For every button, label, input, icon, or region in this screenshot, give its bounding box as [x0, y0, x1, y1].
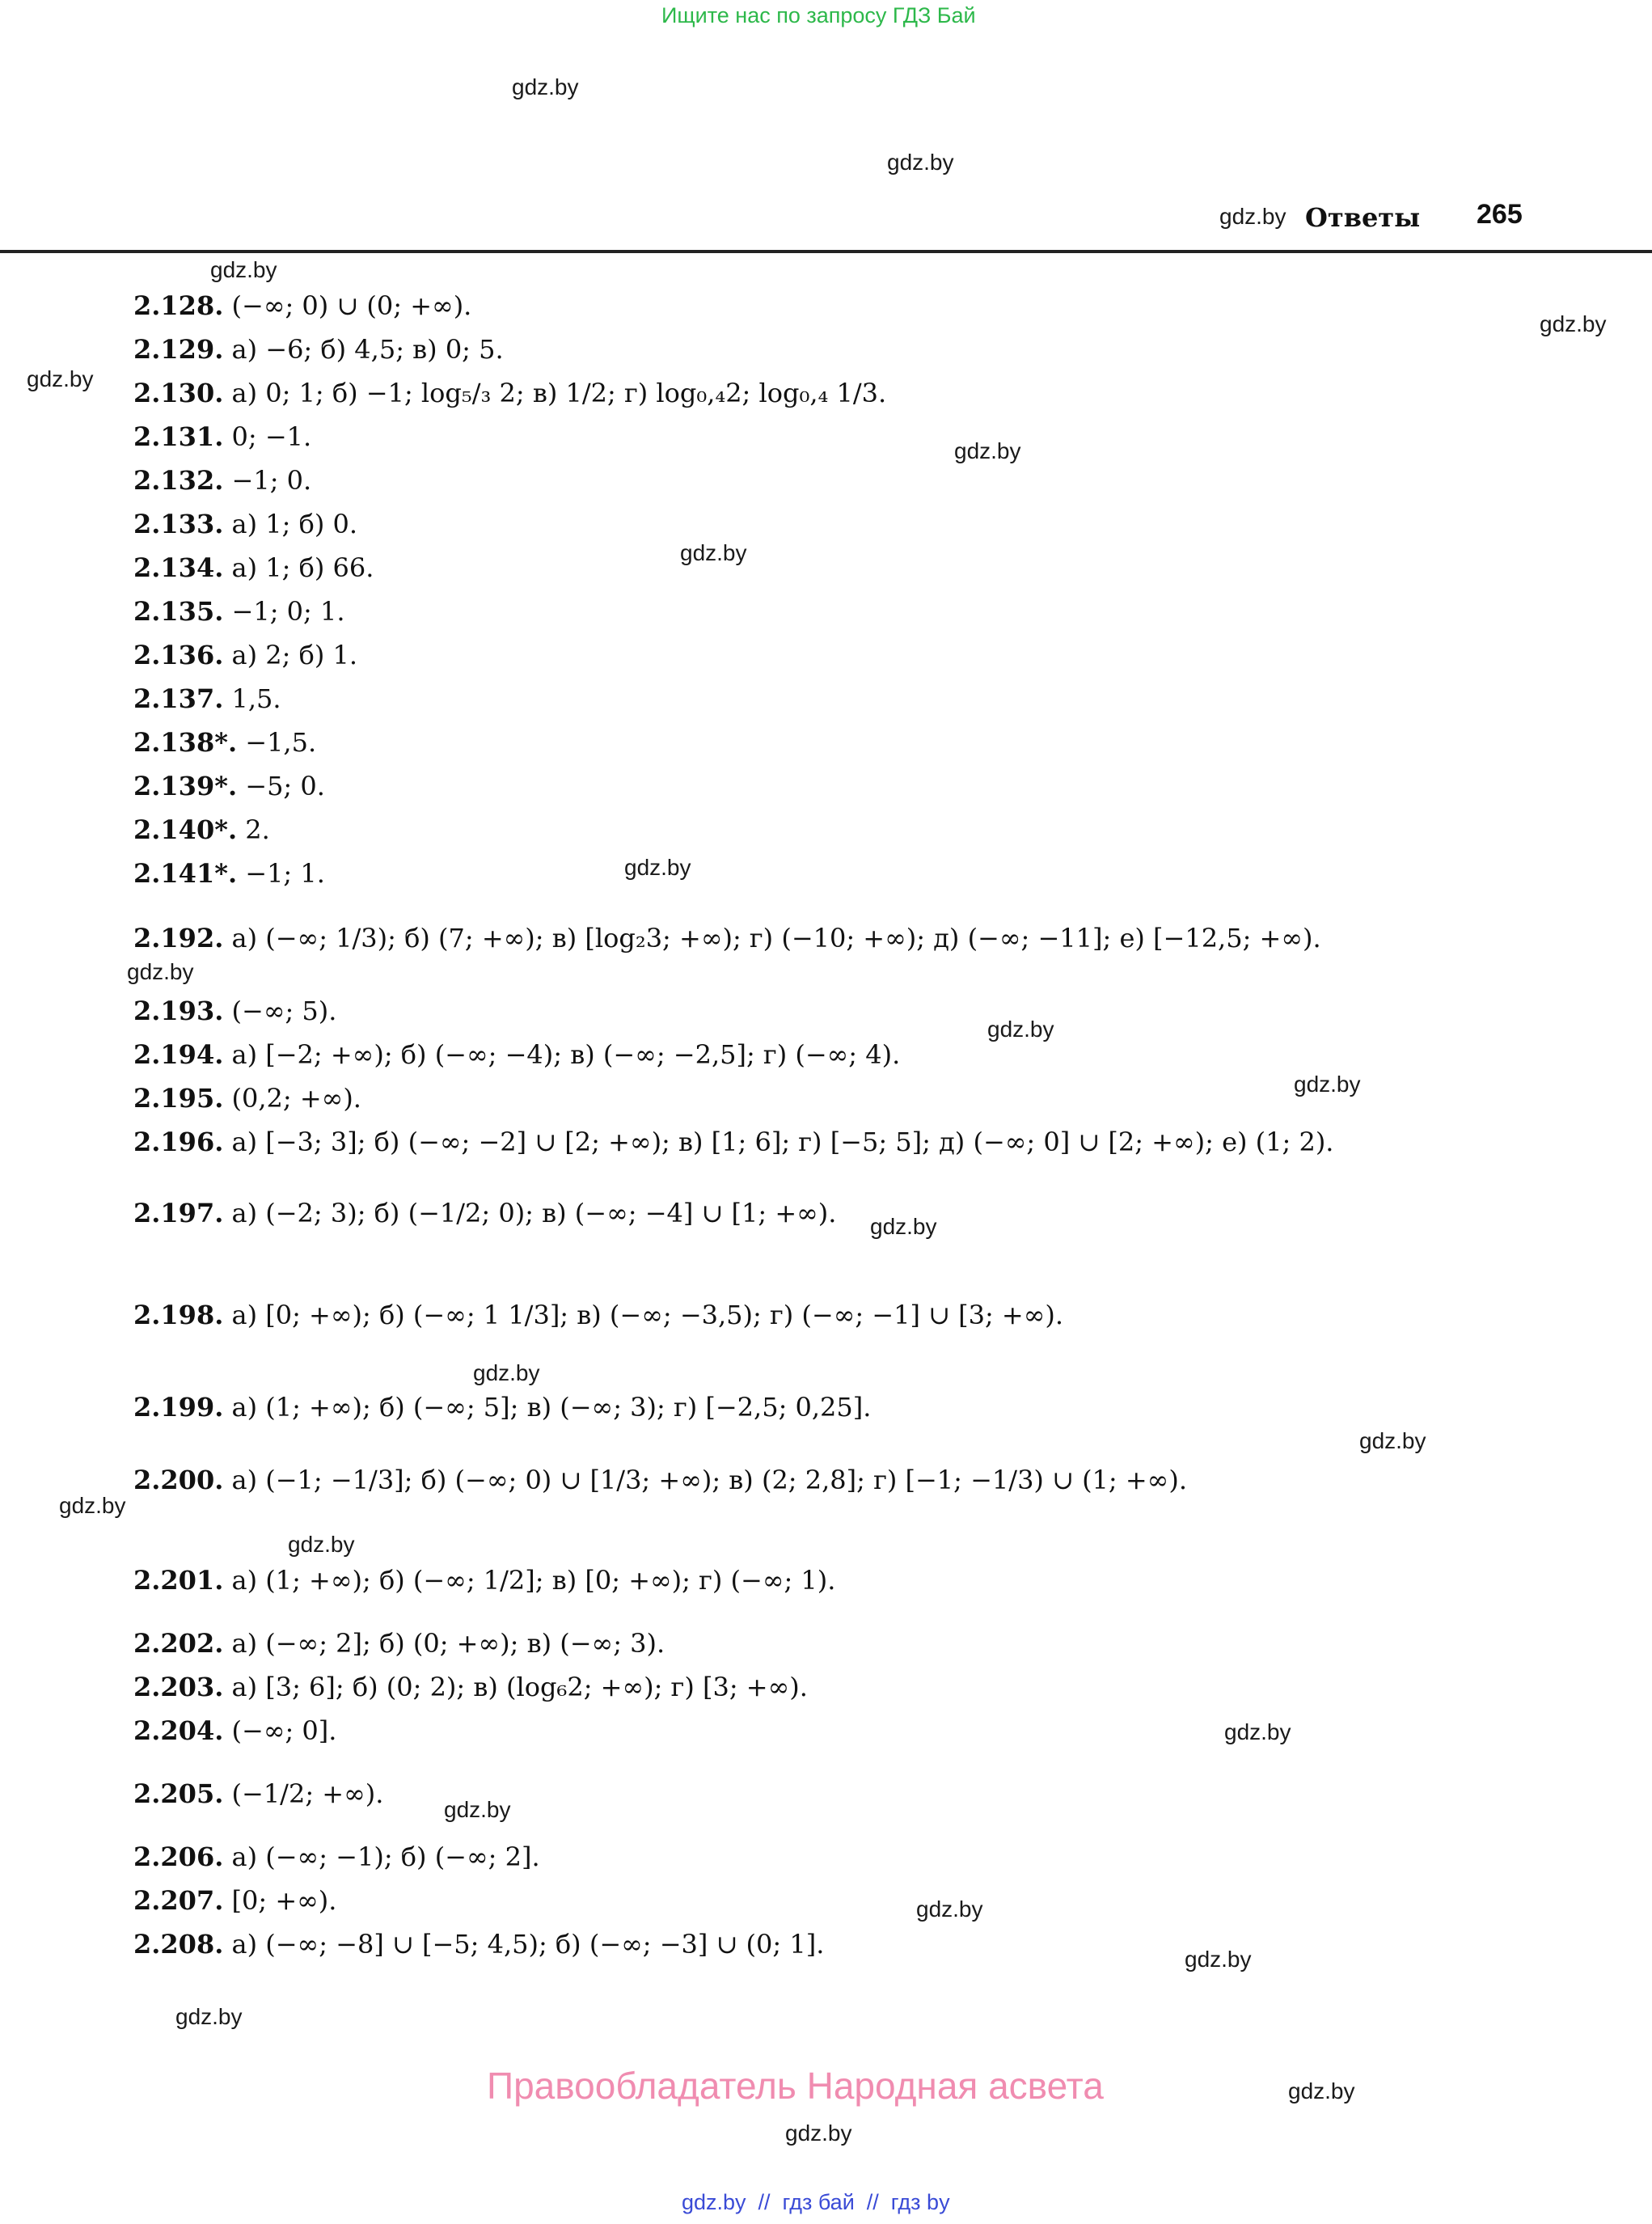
answer-line [133, 1778, 383, 1810]
answer-line [133, 290, 471, 322]
answer-text: а) (1; +∞); б) (−∞; 1/2]; в) [0; +∞); г) (−∞; 1). [231, 1565, 836, 1596]
answer-number: 2.192. [133, 923, 224, 953]
answer-line [133, 1884, 336, 1917]
answer-text: −1; 0. [231, 465, 312, 496]
answer-line [133, 508, 357, 540]
answer-line [133, 595, 344, 628]
answer-text: [0; +∞). [231, 1885, 337, 1916]
answer-line [133, 1671, 808, 1703]
answer-number: 2.203. [133, 1672, 224, 1702]
footer-links[interactable]: gdz.by // гдз бай // гдз by [682, 2190, 950, 2214]
answer-text: а) 2; б) 1. [231, 640, 358, 670]
answer-number: 2.141*. [133, 858, 238, 889]
answer-line [133, 1715, 336, 1747]
answer-line [133, 333, 504, 366]
answer-number: 2.136. [133, 640, 224, 670]
answer-text: а) 1; б) 66. [231, 552, 374, 583]
answer-text: −1; 0; 1. [231, 596, 345, 627]
answer-number: 2.133. [133, 509, 224, 539]
answer-number: 2.208. [133, 1929, 224, 1960]
page-number: 265 [1477, 199, 1523, 230]
answer-line [133, 922, 1321, 954]
watermark: gdz.by [1288, 2078, 1355, 2103]
watermark: gdz.by [1540, 311, 1607, 336]
watermark: gdz.by [175, 2004, 243, 2029]
answer-line [133, 1464, 1187, 1496]
answer-number: 2.193. [133, 996, 224, 1026]
answer-text: а) 0; 1; б) −1; log₅/₃ 2; в) 1/2; г) log₀,₄2; log₀,₄ 1/3. [231, 378, 887, 408]
answer-text: а) [0; +∞); б) (−∞; 1 1/3]; в) (−∞; −3,5); г) (−∞; −1] ∪ [3; +∞). [231, 1300, 1064, 1330]
answer-line [133, 377, 886, 409]
answer-number: 2.128. [133, 290, 224, 321]
answer-number: 2.204. [133, 1715, 224, 1746]
watermark: gdz.by [27, 366, 94, 391]
answer-text: а) (−1; −1/3]; б) (−∞; 0) ∪ [1/3; +∞); в) (2; 2,8]; г) [−1; −1/3) ∪ (1; +∞). [231, 1465, 1187, 1495]
answer-number: 2.135. [133, 596, 224, 627]
answer-line [133, 770, 325, 802]
top-banner[interactable]: Ищите нас по запросу ГДЗ Бай [661, 3, 976, 27]
answer-number: 2.201. [133, 1565, 224, 1596]
answer-text: а) −6; б) 4,5; в) 0; 5. [231, 334, 504, 365]
watermark: gdz.by [210, 257, 277, 282]
answer-number: 2.139*. [133, 771, 238, 801]
watermark: gdz.by [512, 74, 579, 99]
answer-text: а) [−3; 3]; б) (−∞; −2] ∪ [2; +∞); в) [1; 6]; г) [−5; 5]; д) (−∞; 0] ∪ [2; +∞); е) (1; 2). [231, 1127, 1334, 1157]
answer-number: 2.194. [133, 1039, 224, 1070]
answer-number: 2.137. [133, 683, 224, 714]
answer-text: −1,5. [245, 727, 317, 758]
watermark: gdz.by [916, 1896, 983, 1922]
answer-number: 2.199. [133, 1392, 224, 1423]
answer-text: а) [−2; +∞); б) (−∞; −4); в) (−∞; −2,5]; г) (−∞; 4). [231, 1039, 901, 1070]
answer-line [133, 1299, 1063, 1331]
answer-text: 2. [245, 814, 270, 845]
answer-line [133, 1928, 824, 1960]
answer-text: (−1/2; +∞). [231, 1778, 384, 1809]
answer-line [133, 1038, 900, 1071]
copyright-notice: Правообладатель Народная асвета [487, 2065, 1104, 2107]
answer-line [133, 683, 281, 715]
answer-text: а) (−∞; −8] ∪ [−5; 4,5); б) (−∞; −3] ∪ (0; 1]. [231, 1929, 825, 1960]
watermark: gdz.by [1359, 1428, 1426, 1453]
header-watermark: gdz.by [1219, 204, 1287, 229]
answer-text: (−∞; 0]. [231, 1715, 337, 1746]
answer-text: а) (−∞; 2]; б) (0; +∞); в) (−∞; 3). [231, 1628, 665, 1659]
answer-number: 2.130. [133, 378, 224, 408]
answer-number: 2.196. [133, 1127, 224, 1157]
answer-line [133, 857, 325, 890]
watermark: gdz.by [887, 150, 954, 175]
answer-number: 2.205. [133, 1778, 224, 1809]
answer-number: 2.129. [133, 334, 224, 365]
watermark: gdz.by [1294, 1072, 1361, 1097]
answer-text: −5; 0. [245, 771, 325, 801]
answer-number: 2.134. [133, 552, 224, 583]
answer-number: 2.206. [133, 1841, 224, 1872]
answer-text: а) (−2; 3); б) (−1/2; 0); в) (−∞; −4] ∪ [1; +∞). [231, 1198, 837, 1228]
watermark: gdz.by [680, 540, 747, 565]
watermark: gdz.by [987, 1017, 1054, 1042]
answer-line [133, 1564, 835, 1596]
watermark: gdz.by [288, 1532, 355, 1557]
answer-text: (−∞; 5). [231, 996, 337, 1026]
answer-line [133, 552, 374, 584]
answer-text: (0,2; +∞). [231, 1083, 361, 1114]
answer-text: (−∞; 0) ∪ (0; +∞). [231, 290, 472, 321]
answer-line [133, 1391, 871, 1423]
answer-line [133, 1841, 540, 1873]
answer-line [133, 995, 336, 1027]
page-title: Ответы [1305, 202, 1421, 233]
watermark: gdz.by [59, 1493, 126, 1518]
answer-line [133, 814, 270, 846]
answer-line [133, 1627, 665, 1660]
header-rule [0, 250, 1652, 253]
answer-number: 2.138*. [133, 727, 238, 758]
watermark: gdz.by [624, 855, 691, 880]
answer-number: 2.195. [133, 1083, 224, 1114]
watermark: gdz.by [870, 1214, 937, 1239]
answer-number: 2.132. [133, 465, 224, 496]
answer-line [133, 726, 316, 759]
answer-number: 2.197. [133, 1198, 224, 1228]
answer-text: 0; −1. [231, 421, 312, 452]
watermark: gdz.by [473, 1360, 540, 1385]
answer-line [133, 464, 311, 497]
answer-line [133, 1082, 361, 1114]
answer-number: 2.131. [133, 421, 224, 452]
watermark: gdz.by [954, 438, 1021, 463]
answer-line [133, 1126, 1333, 1158]
answer-line [133, 1197, 836, 1229]
answer-text: 1,5. [231, 683, 281, 714]
answer-text: а) (−∞; −1); б) (−∞; 2]. [231, 1841, 540, 1872]
answer-line [133, 639, 357, 671]
answer-text: а) (−∞; 1/3); б) (7; +∞); в) [log₂3; +∞); г) (−10; +∞); д) (−∞; −11]; е) [−12,5; +∞). [231, 923, 1321, 953]
answer-text: а) 1; б) 0. [231, 509, 358, 539]
answer-text: −1; 1. [245, 858, 325, 889]
answer-text: а) [3; 6]; б) (0; 2); в) (log₆2; +∞); г) [3; +∞). [231, 1672, 808, 1702]
answer-text: а) (1; +∞); б) (−∞; 5]; в) (−∞; 3); г) [−2,5; 0,25]. [231, 1392, 872, 1423]
watermark: gdz.by [785, 2120, 852, 2146]
answer-number: 2.200. [133, 1465, 224, 1495]
watermark: gdz.by [444, 1797, 511, 1822]
answer-line [133, 421, 311, 453]
watermark: gdz.by [1185, 1947, 1252, 1972]
watermark: gdz.by [1224, 1719, 1291, 1744]
answer-number: 2.207. [133, 1885, 224, 1916]
answer-number: 2.198. [133, 1300, 224, 1330]
watermark: gdz.by [127, 959, 194, 984]
answer-number: 2.140*. [133, 814, 238, 845]
answer-number: 2.202. [133, 1628, 224, 1659]
